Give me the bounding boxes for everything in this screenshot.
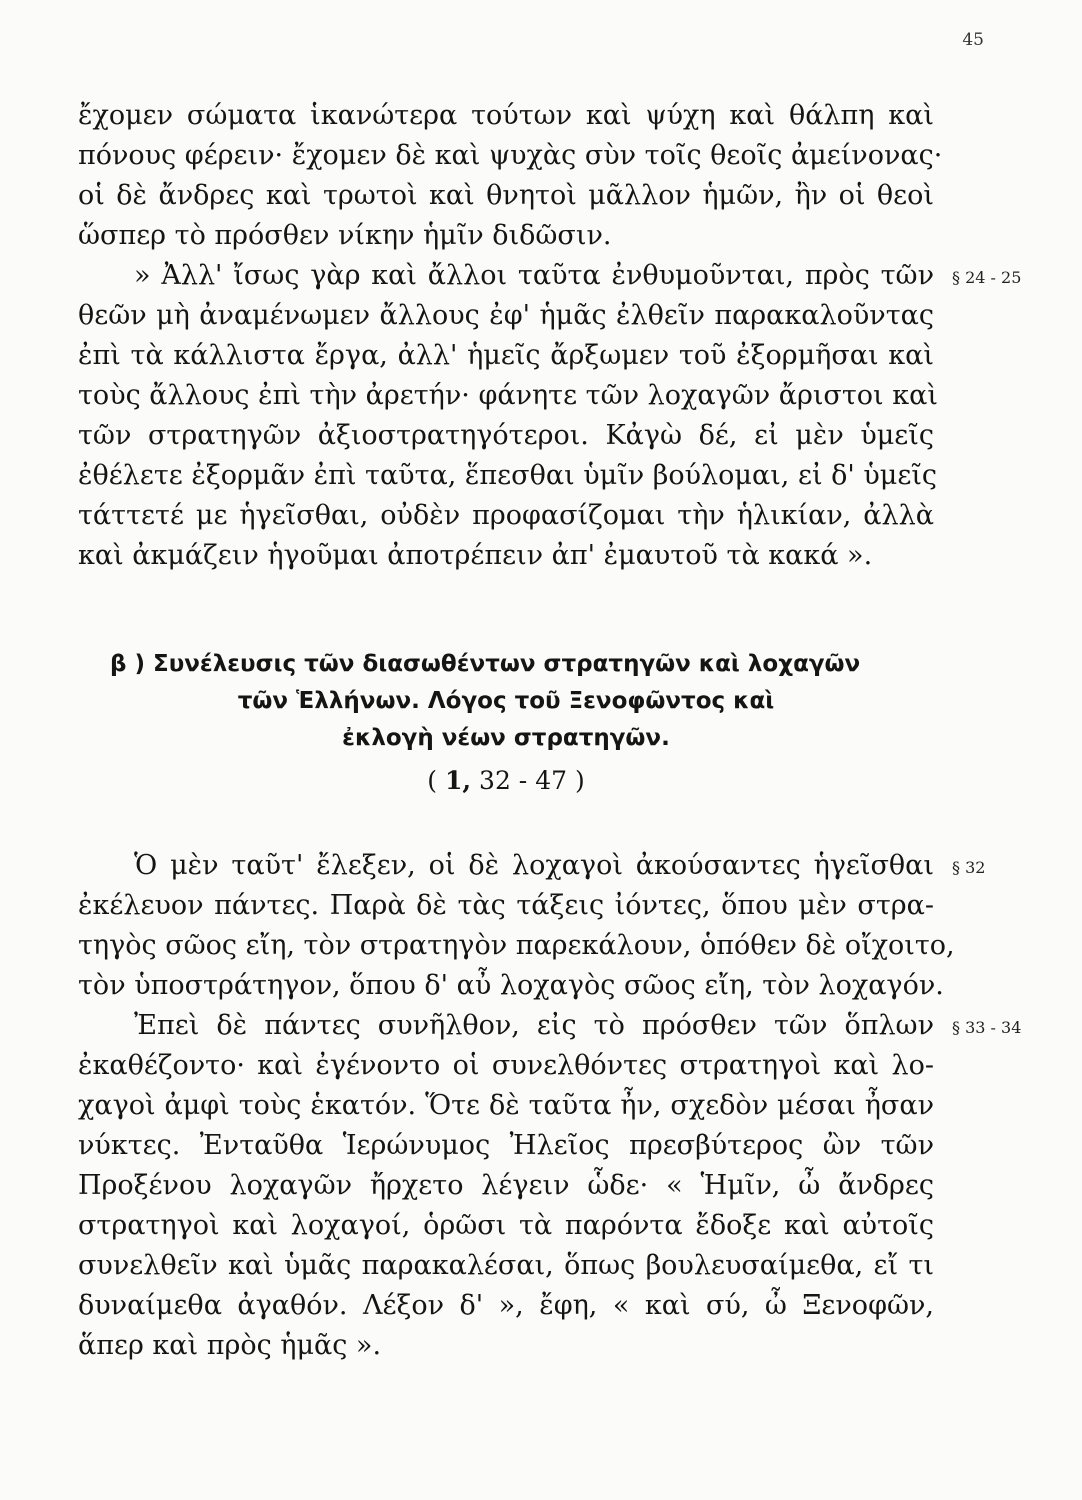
text-line: τῶν στρατηγῶν ἀξιοστρατηγότεροι. Κἀγὼ δέ, εἰ μὲν ὑμεῖς	[78, 420, 934, 451]
margin-reference: § 32	[952, 858, 986, 877]
text-line: δυναίμεθα ἀγαθόν. Λέξον δ' », ἔφη, « καὶ σύ, ὦ Ξενοφῶν,	[78, 1290, 934, 1321]
heading-line: β ) Συνέλευσις τῶν διασωθέντων στρατηγῶν καὶ λοχαγῶν	[110, 651, 861, 677]
margin-reference: § 33 - 34	[952, 1018, 1022, 1037]
page-number: 45	[962, 30, 984, 50]
text-line: Ἐπεὶ δὲ πάντες συνῆλθον, εἰς τὸ πρόσθεν τῶν ὅπλων § 33 - 34	[78, 1006, 934, 1046]
text-line: Ὁ μὲν ταῦτ' ἔλεξεν, οἱ δὲ λοχαγοὶ ἀκούσαντες ἡγεῖσθαι § 32	[78, 846, 934, 886]
text-line: καὶ ἀκμάζειν ἡγοῦμαι ἀποτρέπειν ἀπ' ἐμαυτοῦ τὰ κακά ».	[78, 540, 873, 571]
heading-line: τῶν Ἑλλήνων. Λόγος τοῦ Ξενοφῶντος καὶ	[237, 688, 775, 714]
section-range: ( 1, 32 - 47 )	[427, 766, 585, 795]
text-line: οἱ δὲ ἄνδρες καὶ τρωτοὶ καὶ θνητοὶ μᾶλλον ἡμῶν, ἢν οἱ θεοὶ	[78, 180, 934, 211]
text-line: συνελθεῖν καὶ ὑμᾶς παρακαλέσαι, ὅπως βουλευσαίμεθα, εἴ τι	[78, 1250, 934, 1281]
section-heading	[78, 646, 934, 757]
text-line: τὸν ὑποστράτηγον, ὅπου δ' αὖ λοχαγὸς σῶος εἴη, τὸν λοχαγόν.	[78, 970, 944, 1001]
text-line: τοὺς ἄλλους ἐπὶ τὴν ἀρετήν· φάνητε τῶν λοχαγῶν ἄριστοι καὶ	[78, 380, 938, 411]
text-line: ἐκαθέζοντο· καὶ ἐγένοντο οἱ συνελθόντες στρατηγοὶ καὶ λο-	[78, 1050, 934, 1081]
text-line: » Ἀλλ' ἴσως γὰρ καὶ ἄλλοι ταῦτα ἐνθυμοῦνται, πρὸς τῶν § 24 - 25	[78, 256, 934, 296]
text-line: ἅπερ καὶ πρὸς ἡμᾶς ».	[78, 1330, 382, 1361]
text-line: Προξένου λοχαγῶν ἤρχετο λέγειν ὧδε· « Ἡμῖν, ὦ ἄνδρες	[78, 1170, 934, 1201]
text-line: θεῶν μὴ ἀναμένωμεν ἄλλους ἐφ' ἡμᾶς ἐλθεῖν παρακαλοῦντας	[78, 300, 934, 331]
heading-line: ἐκλογὴ νέων στρατηγῶν.	[342, 725, 670, 751]
text-line: ἐπὶ τὰ κάλλιστα ἔργα, ἀλλ' ἡμεῖς ἄρξωμεν τοῦ ἐξορμῆσαι καὶ	[78, 340, 934, 371]
text-line: πόνους φέρειν· ἔχομεν δὲ καὶ ψυχὰς σὺν τοῖς θεοῖς ἀμείνονας·	[78, 140, 943, 171]
text-line: χαγοὶ ἀμφὶ τοὺς ἑκατόν. Ὅτε δὲ ταῦτα ἦν, σχεδὸν μέσαι ἦσαν	[78, 1090, 934, 1121]
text-line: ἔχομεν σώματα ἱκανώτερα τούτων καὶ ψύχη καὶ θάλπη καὶ	[78, 100, 934, 131]
text-line: ὥσπερ τὸ πρόσθεν νίκην ἡμῖν διδῶσιν.	[78, 220, 612, 251]
text-line: τάττετέ με ἡγεῖσθαι, οὐδὲν προφασίζομαι τὴν ἡλικίαν, ἀλλὰ	[78, 500, 934, 531]
text-line: ἐκέλευον πάντες. Παρὰ δὲ τὰς τάξεις ἰόντες, ὅπου μὲν στρα-	[78, 890, 934, 921]
text-line: στρατηγοὶ καὶ λοχαγοί, ὁρῶσι τὰ παρόντα ἔδοξε καὶ αὐτοῖς	[78, 1210, 934, 1241]
range-chapter: 1,	[444, 766, 472, 795]
text-block-2	[78, 846, 1022, 1366]
text-line: τηγὸς σῶος εἴη, τὸν στρατηγὸν παρεκάλουν, ὁπόθεν δὲ οἴχοιτο,	[78, 930, 955, 961]
text-block-1	[78, 96, 1022, 576]
text-line: νύκτες. Ἐνταῦθα Ἱερώνυμος Ἠλεῖος πρεσβύτερος ὢν τῶν	[78, 1130, 934, 1161]
margin-reference: § 24 - 25	[952, 268, 1022, 287]
text-line: ἐθέλετε ἐξορμᾶν ἐπὶ ταῦτα, ἕπεσθαι ὑμῖν βούλομαι, εἰ δ' ὑμεῖς	[78, 460, 938, 491]
